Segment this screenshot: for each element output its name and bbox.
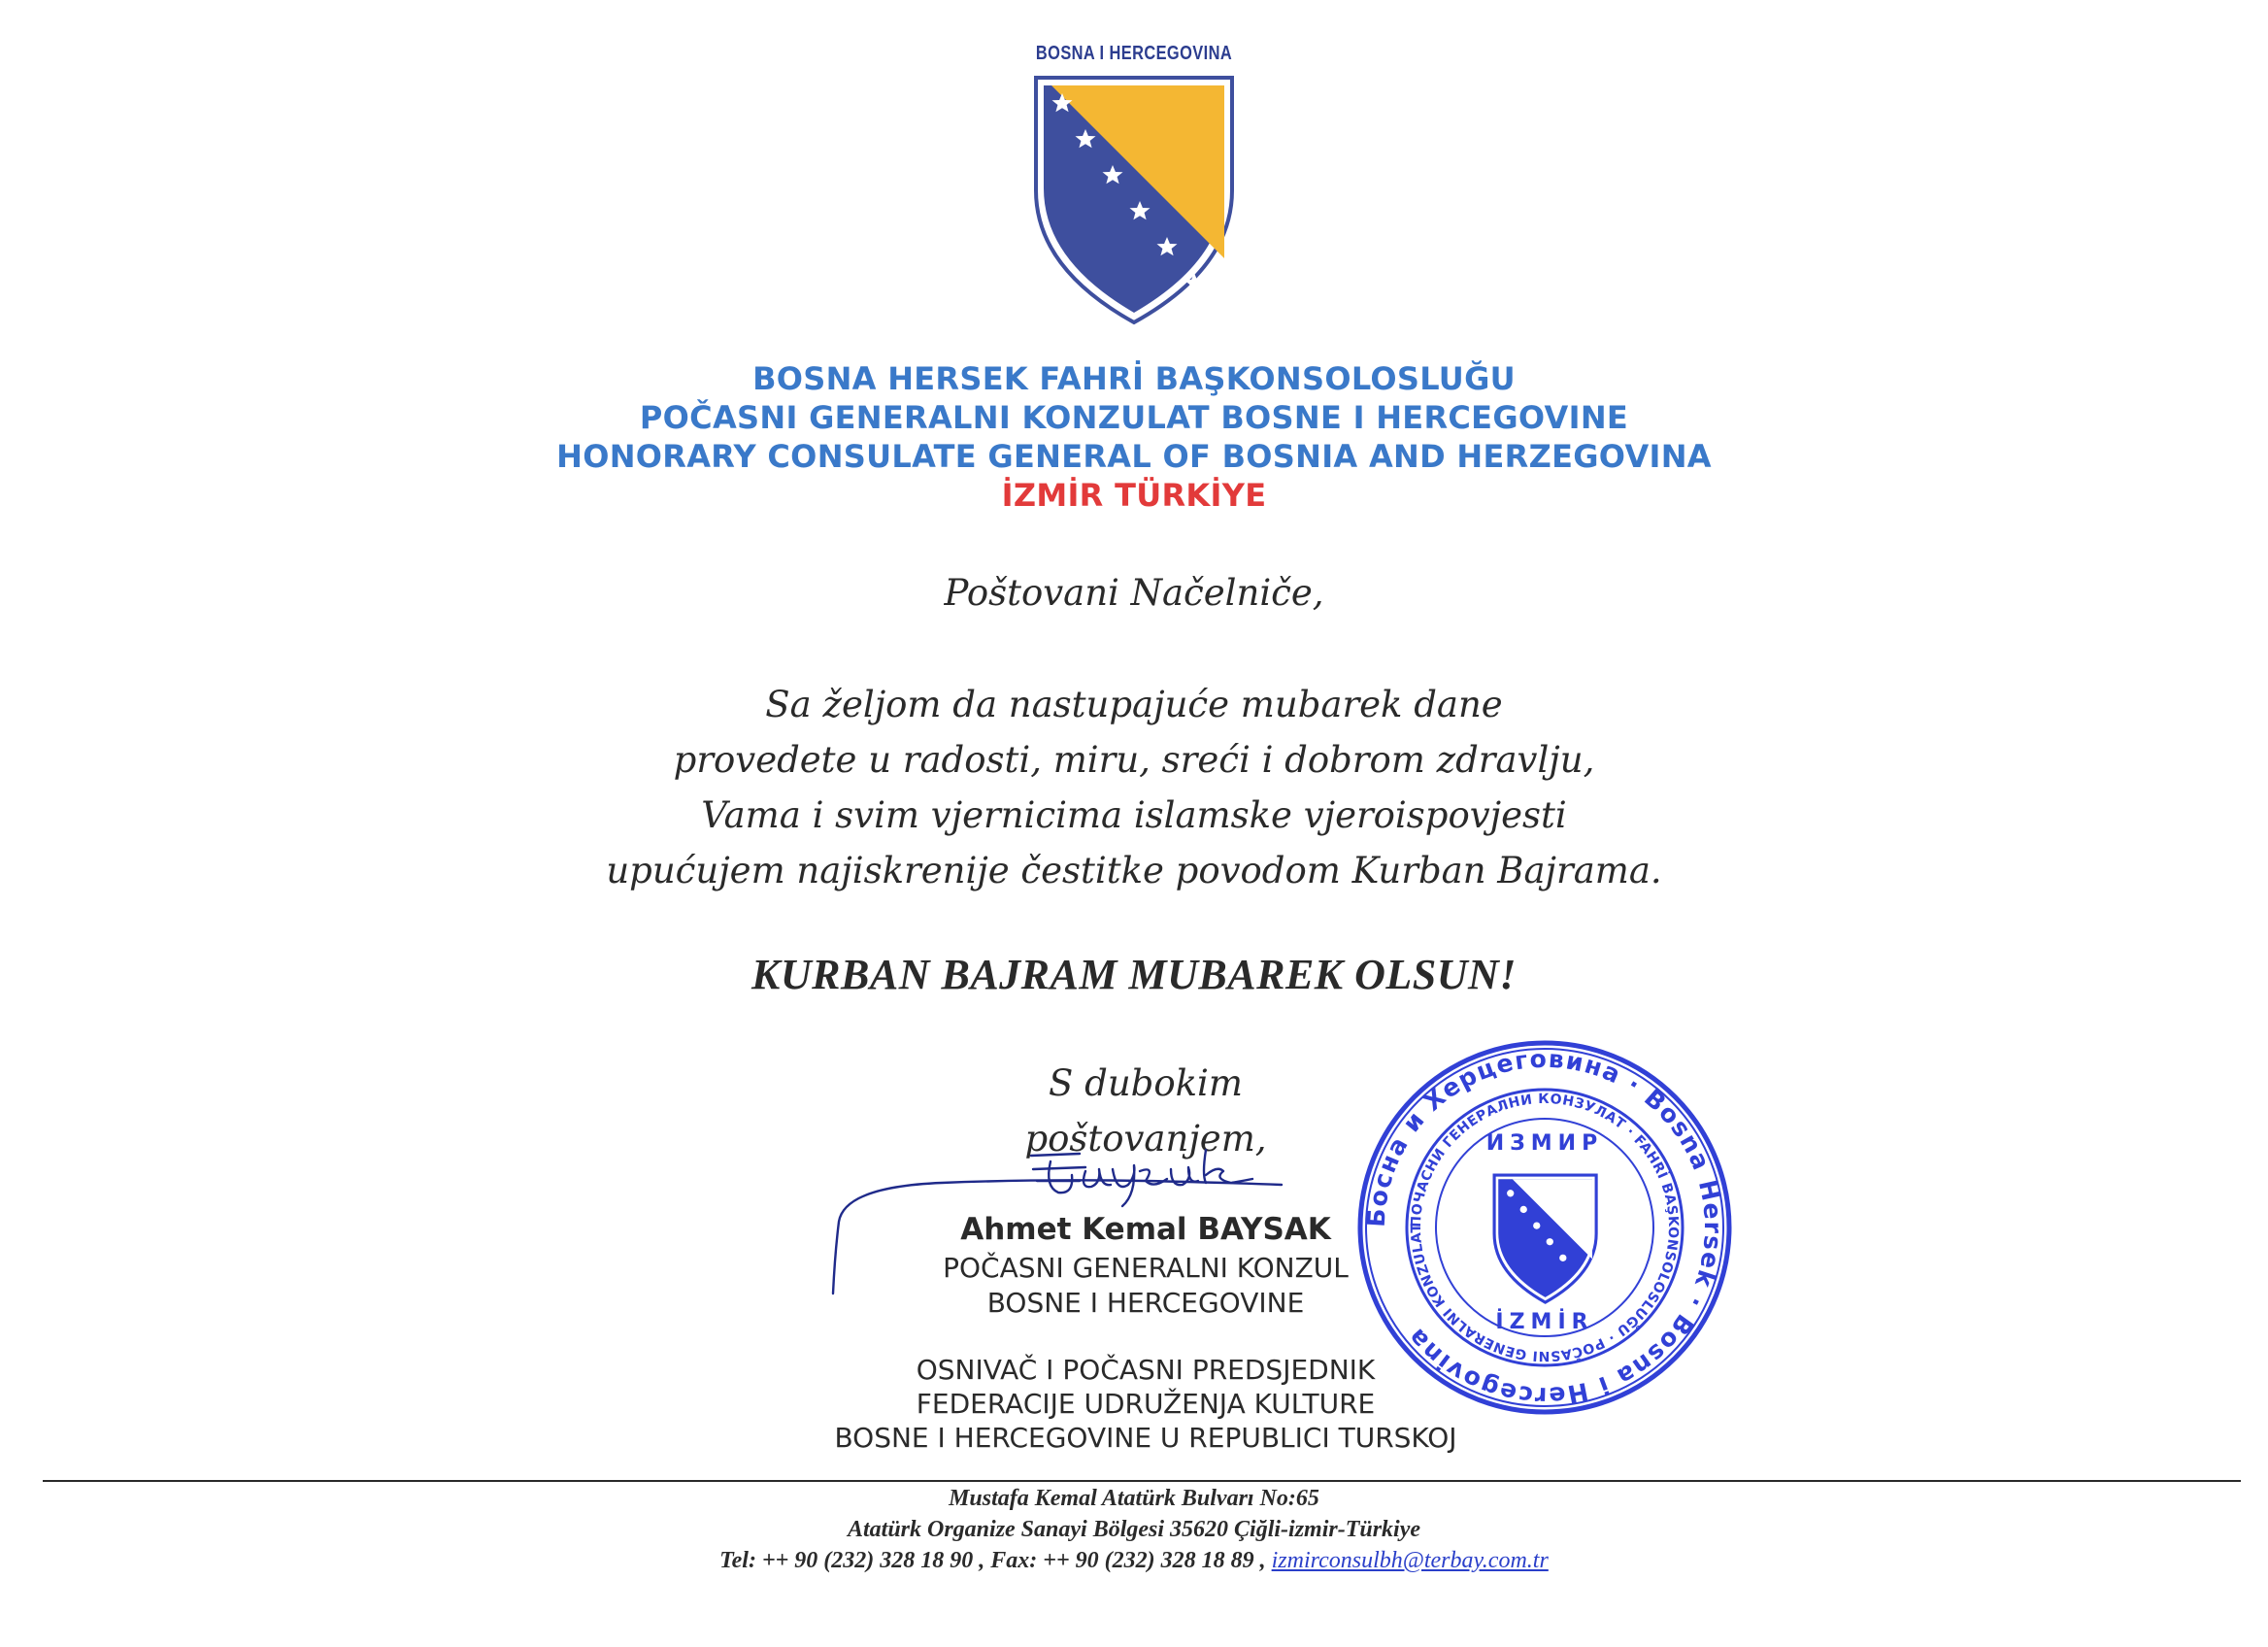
stamp-inner-text: ПОЧАСНИ ГЕНЕРАЛНИ КОНЗУЛАТ · FAHRİ BAŞKONSOLOSLUĞU · POČASNI GENERALNI KONZULAT (1408, 1091, 1682, 1364)
signer-title-line: POČASNI GENERALNI KONZUL (943, 1252, 1349, 1284)
footer (0, 1483, 2268, 1576)
stamp-city-cyrillic: ИЗМИР (1485, 1131, 1604, 1156)
body-line: Sa željom da nastupajuće mubarek dane (765, 684, 1503, 725)
closing: S dubokim poštovanjem, (1024, 1062, 1267, 1160)
footer-address-line: Atatürk Organize Sanayi Bölgesi 35620 Çiğli-izmir-Türkiye (847, 1517, 1421, 1542)
footer-email-link[interactable]: izmirconsulbh@terbay.com.tr (1271, 1548, 1549, 1573)
body-line: provedete u radosti, miru, sreći i dobrom zdravlju, (673, 739, 1595, 781)
coat-of-arms-icon (1032, 74, 1236, 328)
official-stamp (1354, 1037, 1735, 1418)
heading-turkish: BOSNA HERSEK FAHRİ BAŞKONSOLOSLUĞU (752, 360, 1516, 397)
heading-english: HONORARY CONSULATE GENERAL OF BOSNIA AND HERZEGOVINA (556, 438, 1712, 475)
letter-body (0, 677, 2268, 898)
coat-of-arms-title: BOSNA I HERCEGOVINA (1035, 43, 1233, 64)
signer-title (854, 1251, 1437, 1321)
footer-divider (43, 1480, 2241, 1482)
signer-role-line: FEDERACIJE UDRUŽENJA KULTURE (916, 1388, 1376, 1420)
footer-phone-fax: Tel: ++ 90 (232) 328 18 90 , Fax: ++ 90 (232) 328 18 89 , (719, 1548, 1272, 1573)
stamp-city-latin: İZMİR (1495, 1310, 1594, 1334)
stamp-outer-text: Босна и Херцеговина · Bosna Hersek · Bosna i Hercegovina (1361, 1044, 1728, 1411)
signer-role-line: BOSNE I HERCEGOVINE U REPUBLICI TURSKOJ (834, 1422, 1457, 1454)
body-line: upućujem najiskrenije čestitke povodom Kurban Bajrama. (606, 850, 1662, 891)
heading-bosnian: POČASNI GENERALNI KONZULAT BOSNE I HERCEGOVINE (639, 399, 1629, 436)
heading-city: İZMİR TÜRKİYE (1001, 477, 1267, 514)
signer-title-line: BOSNE I HERCEGOVINE (986, 1287, 1305, 1319)
signer-role-line: OSNIVAČ I POČASNI PREDSJEDNIK (916, 1354, 1376, 1386)
body-line: Vama i svim vjernicima islamske vjeroispovjesti (701, 794, 1567, 836)
signer-name: Ahmet Kemal BAYSAK (960, 1212, 1331, 1247)
footer-address-line: Mustafa Kemal Atatürk Bulvarı No:65 (949, 1486, 1319, 1511)
greeting: Poštovani Načelniče, (944, 572, 1324, 614)
footer-contact-line (0, 1545, 2268, 1576)
holiday-wish: KURBAN BAJRAM MUBAREK OLSUN! (751, 951, 1517, 998)
stamp-shield-icon (1494, 1175, 1596, 1302)
letterhead (0, 359, 2268, 515)
